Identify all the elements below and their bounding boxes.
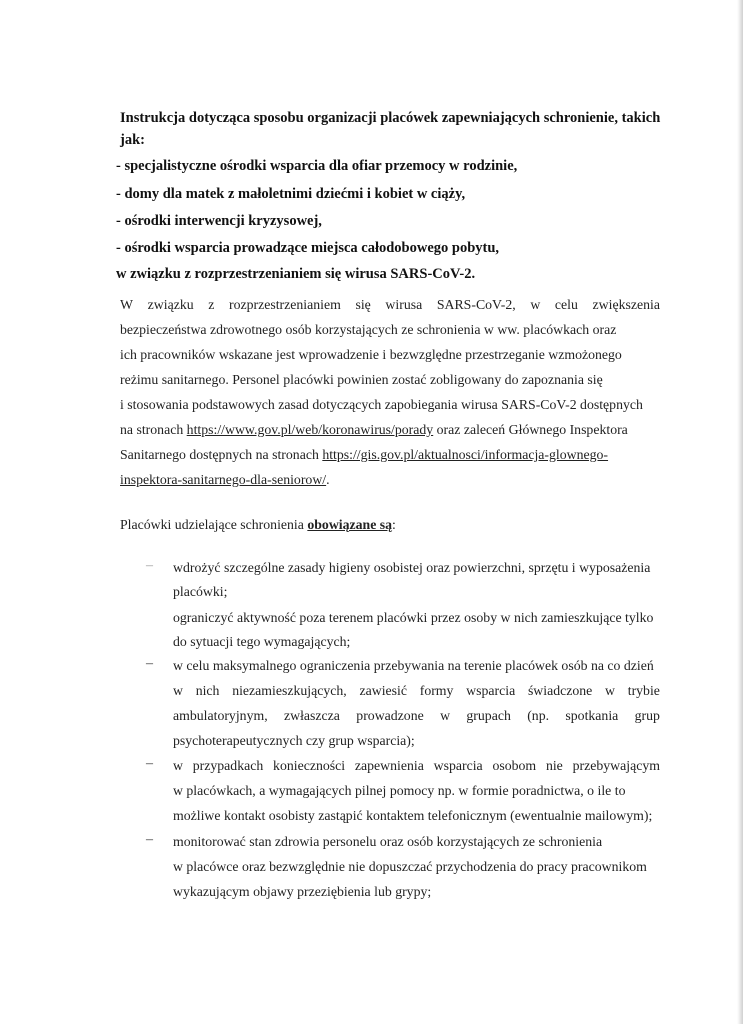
obligation-line: wykazującym objawy przeziębienia lub grypy; xyxy=(173,884,432,899)
intro-text: . xyxy=(326,472,330,487)
justified-word: W xyxy=(120,297,134,312)
intro-line-3: ich pracowników wskazane jest wprowadzenie i bezwzględne przestrzeganie wzmożonego xyxy=(120,347,622,362)
heading-list-item: - domy dla matek z małoletnimi dziećmi i kobiet w ciąży, xyxy=(116,186,466,202)
justified-word: w xyxy=(440,708,451,723)
justified-word: rozprzestrzenianiem xyxy=(229,297,341,312)
justified-word: ambulatoryjnym, xyxy=(173,708,268,723)
heading-list-item: - specjalistyczne ośrodki wsparcia dla ofiar przemocy w rodzinie, xyxy=(116,158,518,174)
obligation-line: monitorować stan zdrowia personelu oraz osób korzystających ze schronienia xyxy=(173,834,603,849)
intro-line-5: i stosowania podstawowych zasad dotyczących zapobiegania wirusa SARS-CoV-2 dostępnych xyxy=(120,397,643,412)
dash-bullet: – xyxy=(146,832,153,847)
intro-line-4: reżimu sanitarnego. Personel placówki powinien zostać zobligowany do zapoznania się xyxy=(120,372,603,387)
obligation-line xyxy=(173,758,660,774)
justified-word: nich xyxy=(195,683,220,698)
justified-word: wsparcia xyxy=(466,683,516,698)
koronawirus-link[interactable]: https://www.gov.pl/web/koronawirus/porady xyxy=(186,422,434,437)
heading-list-item: - ośrodki interwencji kryzysowej, xyxy=(116,213,322,229)
gis-link[interactable]: https://gis.gov.pl/aktualnosci/informacja-glownego- xyxy=(322,447,609,462)
justified-word: przypadkach xyxy=(192,758,264,773)
intro-line-8 xyxy=(120,472,330,488)
heading-line-1: Instrukcja dotycząca sposobu organizacji placówek zapewniających schronienie, takich xyxy=(120,110,661,126)
obligation-line: w placówkach, a wymagających pilnej pomocy np. w formie poradnictwa, o ile to xyxy=(173,783,626,798)
justified-word: trybie xyxy=(627,683,660,698)
justified-word: prowadzone xyxy=(356,708,424,723)
justified-word: formy xyxy=(419,683,454,698)
intro-line-2: bezpieczeństwa zdrowotnego osób korzystających ze schronienia w ww. placówkach oraz xyxy=(120,322,617,337)
justified-word: zapewnienia xyxy=(354,758,424,773)
intro-line-7 xyxy=(120,447,608,463)
intro-text: na stronach xyxy=(120,422,184,437)
justified-word: zawiesić xyxy=(359,683,407,698)
justified-word: przebywającym xyxy=(572,758,660,773)
justified-word: nie xyxy=(545,758,563,773)
justified-word: w xyxy=(173,758,183,773)
justified-word: grup xyxy=(634,708,660,723)
justified-word: osobom xyxy=(492,758,537,773)
justified-word: z xyxy=(208,297,215,312)
justified-word: grupach xyxy=(466,708,511,723)
intro-line-6 xyxy=(120,422,628,438)
justified-word: świadczone xyxy=(527,683,593,698)
dash-bullet: – xyxy=(146,756,153,771)
justified-word: konieczności xyxy=(273,758,346,773)
justified-word: wirusa xyxy=(385,297,423,312)
dash-bullet: – xyxy=(146,558,153,573)
obligations-lead xyxy=(120,517,396,533)
justified-word: związku xyxy=(147,297,194,312)
justified-word: spotkania xyxy=(565,708,619,723)
intro-line-1 xyxy=(120,297,660,313)
justified-word: celu xyxy=(554,297,578,312)
obligation-line xyxy=(173,683,660,699)
justified-word: zwłaszcza xyxy=(284,708,340,723)
justified-word: (np. xyxy=(527,708,550,723)
justified-word: wsparcia xyxy=(433,758,483,773)
heading-line-2: jak: xyxy=(120,132,145,148)
obligations-colon: : xyxy=(392,517,396,532)
intro-text: Sanitarnego dostępnych na stronach xyxy=(120,447,319,462)
justified-word: SARS-CoV-2, xyxy=(436,297,516,312)
justified-word: się xyxy=(355,297,371,312)
justified-word: zwiększenia xyxy=(592,297,660,312)
obligations-lead-text: Placówki udzielające schronienia xyxy=(120,517,304,532)
heading-closing-line: w związku z rozprzestrzenianiem się wirusa SARS-CoV-2. xyxy=(116,266,476,282)
intro-text: oraz zaleceń Głównego Inspektora xyxy=(436,422,628,437)
obligation-line: w placówce oraz bezwzględnie nie dopuszczać przychodzenia do pracy pracownikom xyxy=(173,859,647,874)
obligation-line: wdrożyć szczególne zasady higieny osobistej oraz powierzchni, sprzętu i wyposażenia xyxy=(173,560,651,575)
obligation-line: ograniczyć aktywność poza terenem placówki przez osoby w nich zamieszkujące tylko xyxy=(173,610,654,625)
justified-word: w xyxy=(530,297,541,312)
obligations-emphasis: obowiązane są xyxy=(307,517,393,532)
scan-edge-shadow xyxy=(737,0,743,1024)
justified-word: niezamieszkujących, xyxy=(232,683,347,698)
obligation-line: możliwe kontakt osobisty zastąpić kontaktem telefonicznym (ewentualnie mailowym); xyxy=(173,808,653,823)
gis-link-continued[interactable]: inspektora-sanitarnego-dla-seniorow/ xyxy=(120,472,327,487)
obligation-line: w celu maksymalnego ograniczenia przebywania na terenie placówek osób na co dzień xyxy=(173,658,654,673)
dash-bullet: – xyxy=(146,656,153,671)
justified-word: w xyxy=(605,683,615,698)
justified-word: w xyxy=(173,683,183,698)
obligation-line: placówki; xyxy=(173,584,228,599)
heading-list-item: - ośrodki wsparcia prowadzące miejsca całodobowego pobytu, xyxy=(116,240,500,256)
obligation-line xyxy=(173,708,660,724)
obligation-line: psychoterapeutycznych czy grup wsparcia); xyxy=(173,733,415,748)
obligation-line: do sytuacji tego wymagających; xyxy=(173,634,351,649)
